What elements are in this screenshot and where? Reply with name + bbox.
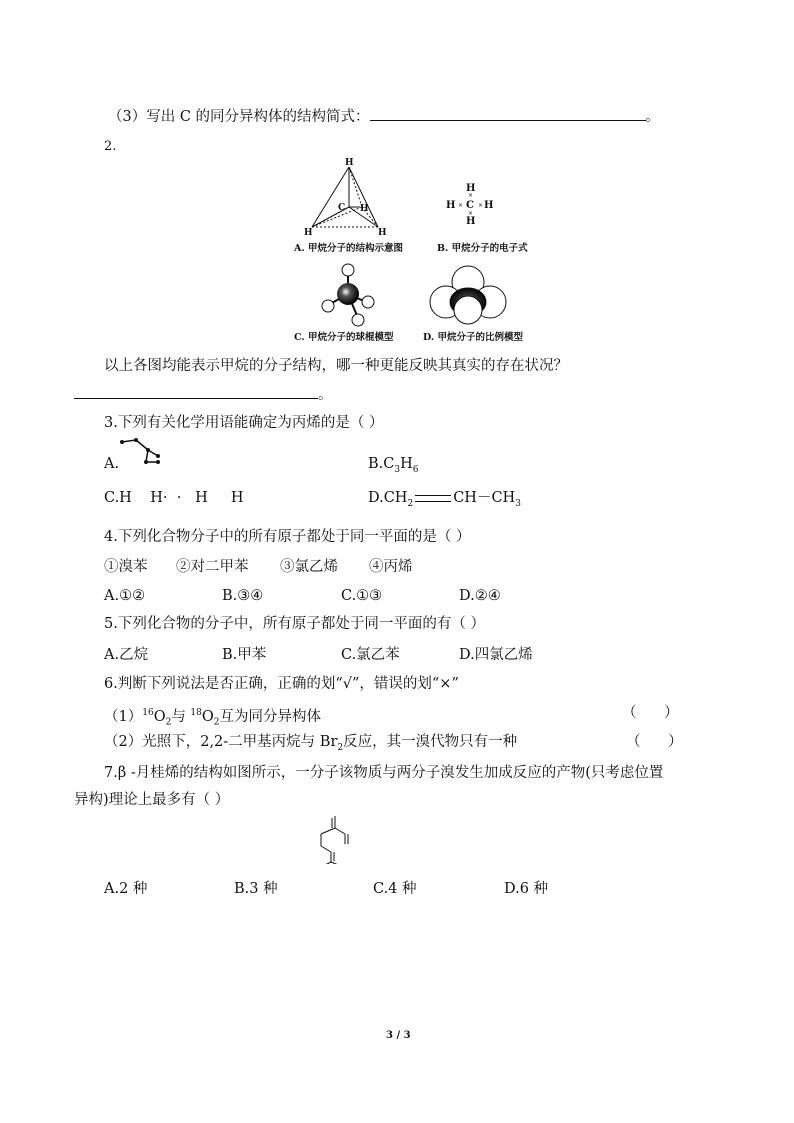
svg-text:×: × (468, 192, 474, 199)
svg-text:×: × (468, 210, 474, 217)
h-atom (362, 296, 374, 308)
q1-part3-text: （3）写出 C 的同分异构体的结构简式： (108, 109, 370, 125)
methane-structure-figure (296, 155, 416, 237)
methane-space-filling-model (428, 264, 508, 328)
q7-option: B.3 种 (234, 881, 278, 897)
c-atom (337, 283, 359, 305)
q7-option: C.4 种 (373, 881, 417, 897)
q4-item: ②对二甲苯 (176, 559, 249, 575)
q6-answer-paren-2[interactable]: （ ） (626, 734, 683, 750)
propene-line-structure (118, 436, 164, 468)
q3-option-a: A. (104, 456, 120, 472)
text: 反应，其一溴代物只有一种 (343, 734, 518, 750)
page-number: 3 / 3 (386, 1030, 411, 1041)
atom-h-left: H (304, 228, 313, 237)
q4-item: ①溴苯 (104, 559, 148, 575)
answer-blank[interactable] (74, 384, 318, 399)
subscript: 3 (515, 498, 521, 509)
subscript: 2 (213, 717, 220, 728)
myrcene-structure (305, 814, 351, 864)
text: O (153, 708, 166, 725)
q3-stem: 3.下列有关化学用语能确定为丙烯的是（ ） (104, 415, 384, 431)
q4-item: ③氯乙烯 (280, 559, 338, 575)
q2-answer-line (74, 384, 333, 405)
double-bond (415, 495, 451, 502)
figure-a-caption: A. 甲烷分子的结构示意图 (294, 243, 403, 254)
figure-c-caption: C. 甲烷分子的球棍模型 (294, 332, 394, 343)
subscript: 2 (337, 742, 344, 753)
q2-end: 。 (318, 387, 333, 403)
q7-stem-line1: 7.β -月桂烯的结构如图所示，一分子该物质与两分子溴发生加成反应的产物(只考虑位置 (104, 765, 664, 781)
superscript: 18 (190, 708, 202, 718)
h-atom (342, 264, 354, 276)
subscript: 2 (407, 498, 414, 509)
subscript: 6 (412, 464, 419, 475)
edge (349, 167, 378, 227)
h-sphere (454, 296, 482, 324)
q4-option: C.①③ (341, 588, 383, 604)
superscript: 16 (142, 708, 154, 718)
edge (312, 167, 349, 227)
q6-stem: 6.判断下列说法是否正确，正确的划“√”，错误的划“×” (104, 676, 459, 692)
text: 与 (171, 708, 191, 725)
svg-text:×: × (458, 202, 464, 209)
edge (312, 207, 362, 227)
q5-option: A.乙烷 (104, 647, 149, 663)
h-atom (322, 300, 334, 312)
formula-h-top: H (466, 183, 476, 194)
q6-statement-2 (104, 732, 517, 758)
q2-question: 以上各图均能表示甲烷的分子结构，哪一种更能反映其真实的存在状况？ (104, 358, 568, 374)
q5-option: C.氯乙苯 (341, 647, 400, 663)
q4-item: ④丙烯 (369, 559, 413, 575)
h-atom (352, 314, 364, 326)
text: H (400, 456, 413, 472)
atom-h-bottom: H (378, 228, 387, 237)
q7-option: A.2 种 (104, 881, 148, 897)
q5-option: B.甲苯 (222, 647, 267, 663)
svg-text:×: × (478, 202, 484, 209)
atom-h-right: H (360, 204, 369, 214)
text: 互为同分异构体 (219, 708, 321, 725)
q6-answer-paren-1[interactable]: （ ） (622, 705, 679, 721)
formula-c: C (466, 200, 474, 211)
q1-part3-end: 。 (645, 109, 661, 125)
atom-h-top: H (345, 158, 354, 168)
subscript: 2 (165, 717, 172, 728)
text: B.C (368, 456, 395, 472)
methane-electron-formula (442, 180, 502, 226)
figure-b-caption: B. 甲烷分子的电子式 (437, 243, 528, 254)
q7-option: D.6 种 (504, 881, 549, 897)
q5-option: D.四氯乙烯 (459, 647, 533, 663)
q5-stem: 5.下列化合物的分子中，所有原子都处于同一平面的有（ ） (104, 616, 485, 632)
q4-option: A.①② (104, 588, 146, 604)
q3-option-c: C.H H· · H H (104, 490, 244, 506)
formula-h-left: H (446, 200, 456, 211)
text: （1） (104, 708, 143, 725)
atom-c: C (338, 203, 346, 213)
formula-h-bottom: H (466, 216, 476, 226)
text: O (201, 708, 214, 725)
q4-stem: 4.下列化合物分子中的所有原子都处于同一平面的是（ ） (104, 529, 471, 545)
q3-option-d (368, 488, 521, 514)
q3-option-b (368, 454, 418, 480)
subscript: 3 (394, 464, 401, 475)
figure-d-caption: D. 甲烷分子的比例模型 (423, 332, 524, 343)
text: （2）光照下，2,2-二甲基丙烷与 Br (104, 734, 338, 750)
formula-h-right: H (484, 200, 494, 211)
q4-option: D.②④ (459, 588, 501, 604)
text: D.CH (368, 490, 408, 506)
q6-statement-1 (104, 703, 321, 733)
q2-number: 2. (104, 139, 117, 154)
text: CH－CH (453, 490, 516, 506)
q4-option: B.③④ (222, 588, 264, 604)
q7-stem-line2: 异构)理论上最多有（ ） (74, 792, 230, 808)
edge (349, 167, 362, 207)
q1-part3-line (108, 106, 660, 127)
methane-ball-stick-model (318, 262, 382, 328)
answer-blank[interactable] (370, 106, 646, 121)
